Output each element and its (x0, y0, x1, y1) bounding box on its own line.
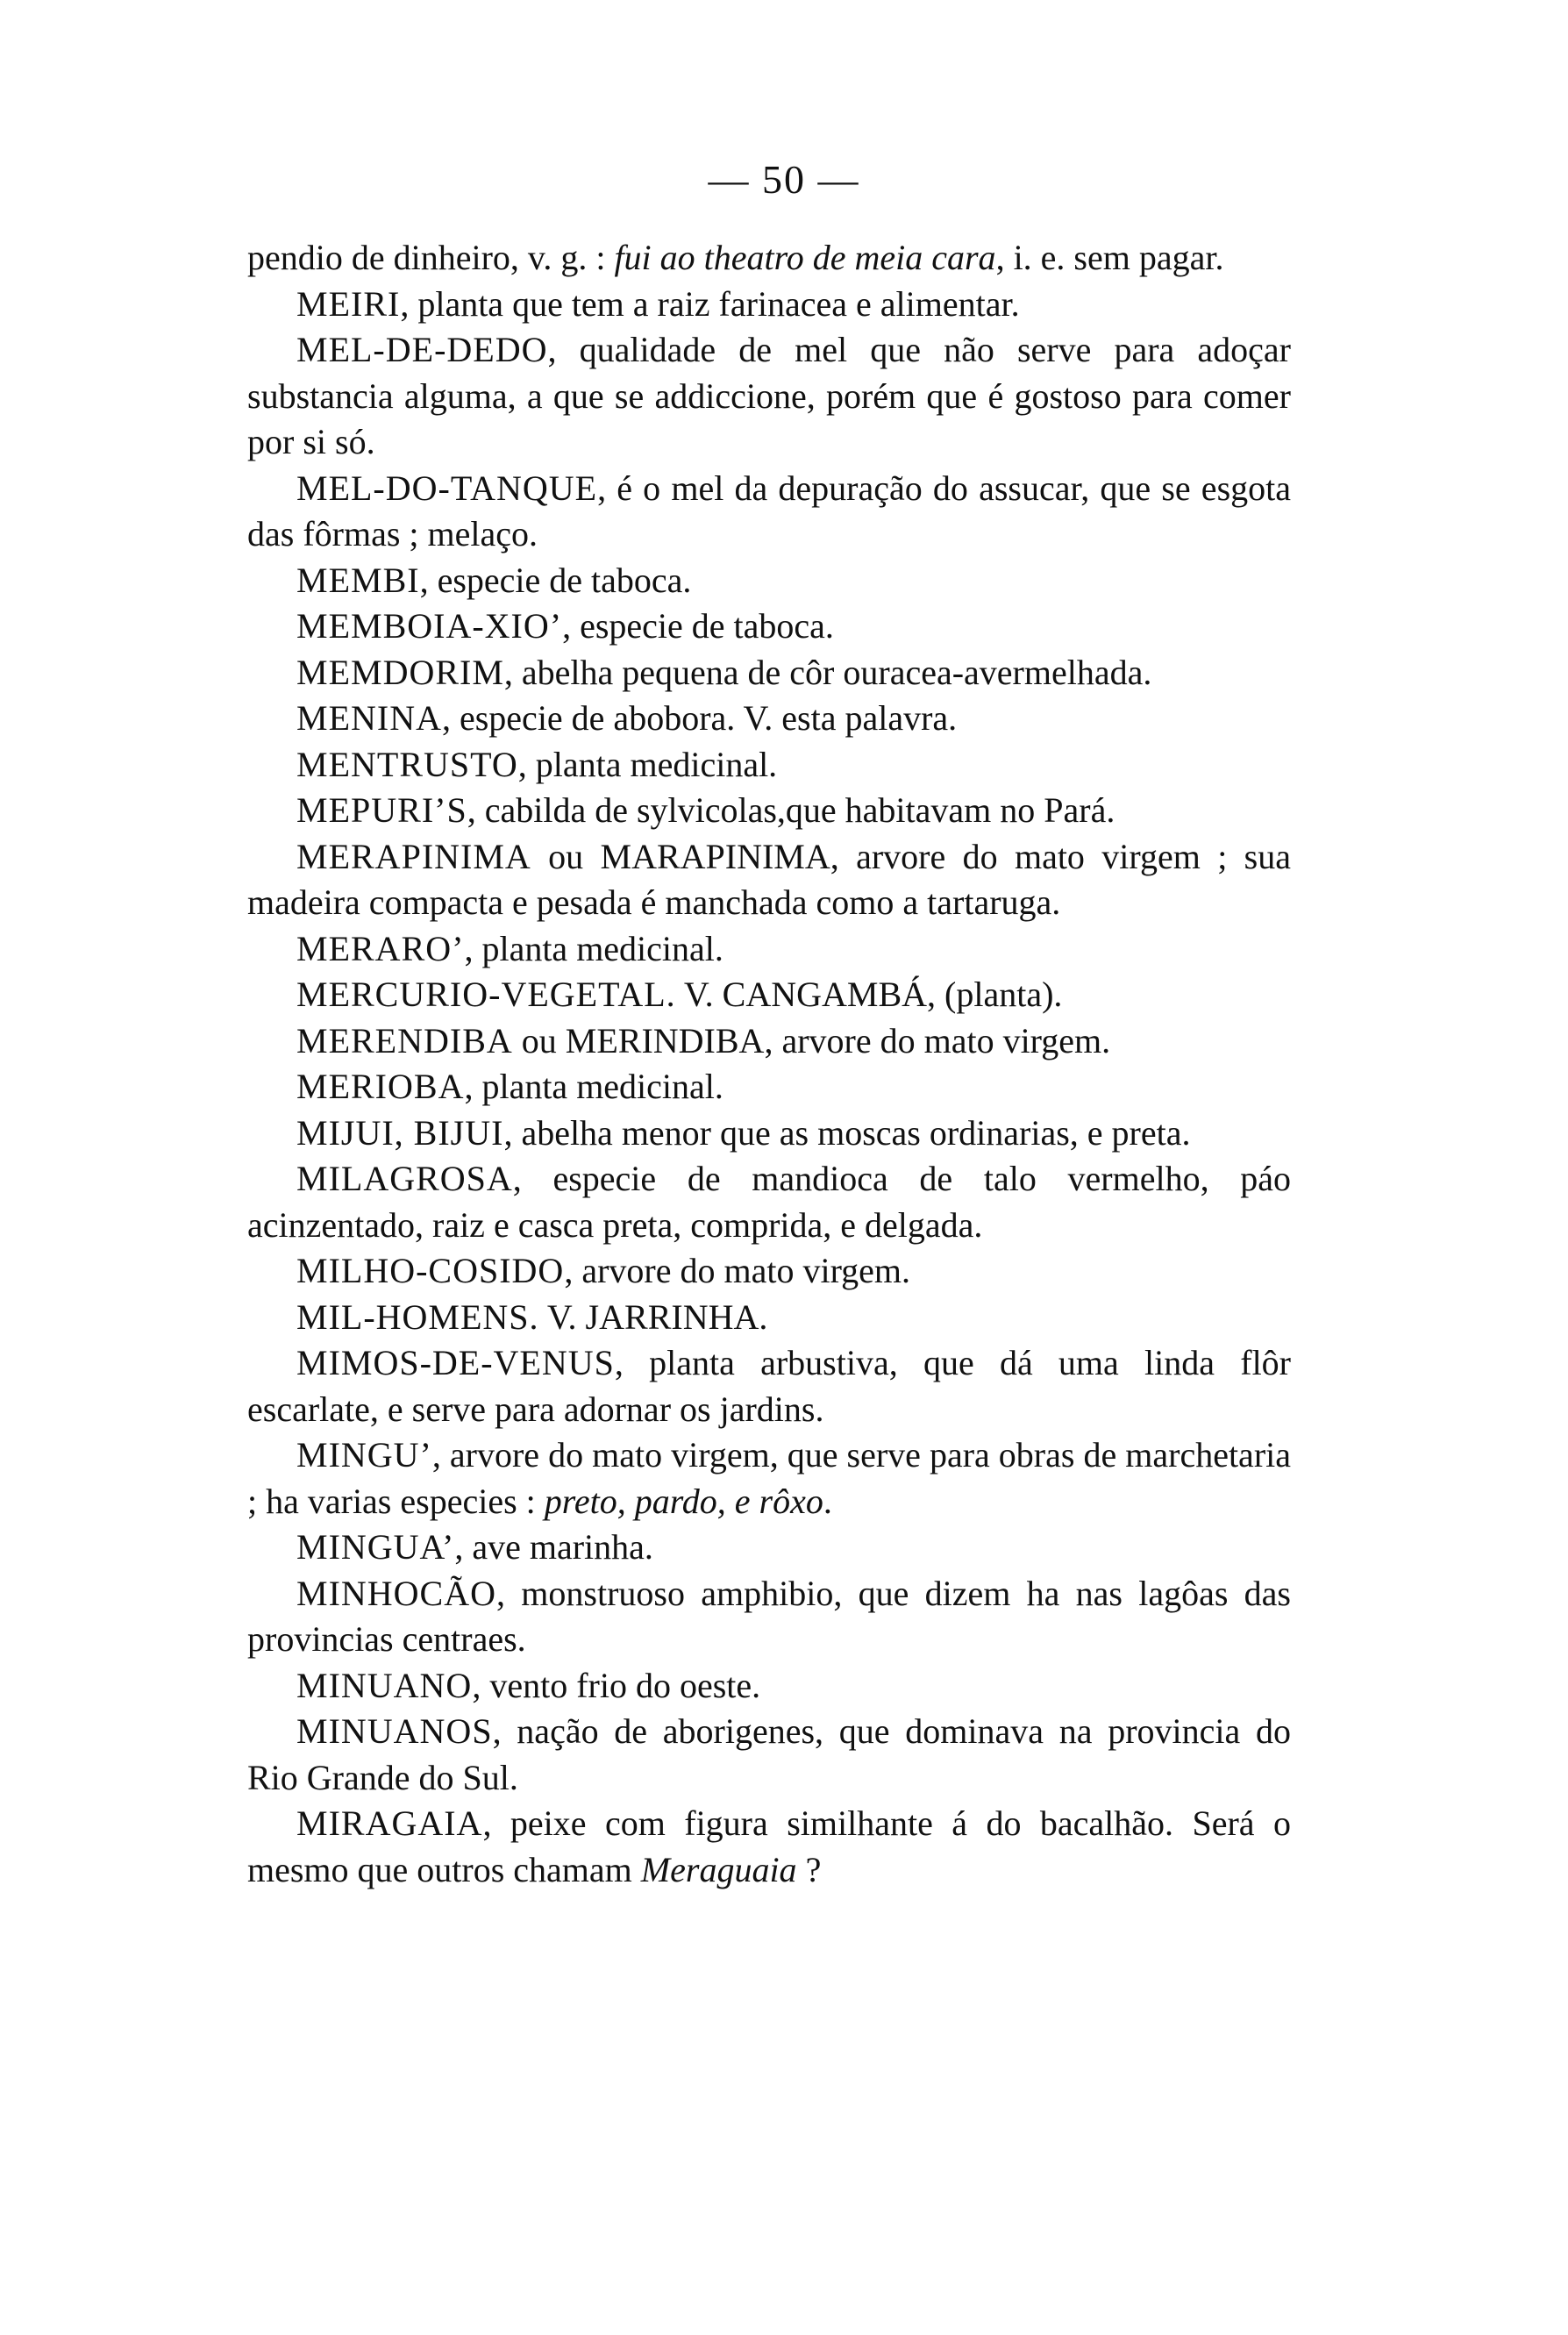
entry-text: V. JARRINHA. (538, 1296, 768, 1337)
entry-text: , arvore do mato virgem, que serve para obras de marchetaria ; ha varias especies : (247, 1435, 1291, 1521)
entry-headword: MERIOBA (296, 1067, 465, 1106)
continuation-paragraph (247, 235, 1291, 282)
entry-text: , planta que tem a raiz farinacea e alimentar. (400, 283, 1020, 324)
entry-mel-de-dedo (247, 327, 1291, 466)
entry-text: ou MERINDIBA, arvore do mato virgem. (512, 1020, 1111, 1060)
continuation-italic: fui ao theatro de meia cara (614, 238, 996, 277)
entry-mil-homens (247, 1295, 1291, 1341)
entry-headword: MEMBI (296, 560, 420, 600)
entry-mijui (247, 1110, 1291, 1157)
entry-headword: MIMOS-DE-VENUS (296, 1343, 615, 1382)
entry-text: , monstruoso amphibio, que dizem ha nas lagôas das provincias centraes. (247, 1573, 1291, 1659)
entry-mingua (247, 1525, 1291, 1571)
entry-text: , especie de mandioca de talo vermelho, páo acinzentado, raiz e casca preta, comprida, e delgada. (247, 1159, 1291, 1245)
entry-merapinima (247, 834, 1291, 926)
entry-text: , abelha pequena de côr ouracea-avermelhada. (503, 652, 1152, 692)
entry-minuano (247, 1663, 1291, 1710)
entry-meraro (247, 926, 1291, 973)
entry-mingu (247, 1432, 1291, 1525)
entry-headword: MENTRUSTO (296, 744, 518, 784)
entry-headword: MIL-HOMENS. (296, 1296, 539, 1337)
entry-text: , planta medicinal. (464, 928, 723, 968)
entry-headword: MINUANOS (296, 1711, 493, 1751)
entry-mercurio-vegetal (247, 972, 1291, 1018)
entry-italic: preto, pardo, e rôxo (544, 1481, 823, 1521)
entry-text: , especie de abobora. V. esta palavra. (441, 698, 958, 738)
entry-headword: MEMBOIA-XIO’ (296, 606, 563, 646)
entry-miragaia (247, 1801, 1291, 1893)
entry-text: , nação de aborigenes, que dominava na provincia do Rio Grande do Sul. (247, 1711, 1291, 1797)
continuation-after: , i. e. sem pagar. (995, 238, 1224, 277)
entry-text: , abelha menor que as moscas ordinarias, e preta. (503, 1112, 1191, 1153)
entry-milagrosa (247, 1156, 1291, 1248)
entry-headword: MEMDORIM (296, 652, 504, 692)
entry-mentrusto (247, 742, 1291, 789)
entry-text: , planta arbustiva, que dá uma linda flôr escarlate, e serve para adornar os jardins. (247, 1343, 1291, 1429)
entry-milho-cosido (247, 1248, 1291, 1295)
entry-tail: . (823, 1481, 832, 1521)
entry-merioba (247, 1064, 1291, 1110)
entry-mel-do-tanque (247, 466, 1291, 558)
entry-headword: MINGU’ (296, 1435, 432, 1475)
entry-headword: MEIRI (296, 283, 401, 324)
entry-text: , cabilda de sylvicolas,que habitavam no Pará. (467, 790, 1115, 830)
entry-headword: MEPURI’S (296, 790, 467, 830)
entry-headword: MERAPINIMA (296, 836, 531, 876)
entry-headword: MIRAGAIA (296, 1803, 483, 1843)
entry-text: , especie de taboca. (562, 606, 834, 646)
entry-text: , qualidade de mel que não serve para adoçar substancia alguma, a que se addiccione, porém que é gostoso para comer por si só. (247, 330, 1291, 461)
entry-text: , peixe com figura similhante á do bacalhão. Será o mesmo que outros chamam (247, 1803, 1291, 1889)
entry-headword: MINGUA’ (296, 1527, 455, 1567)
entry-headword: MILAGROSA (296, 1159, 513, 1198)
entry-mepuris (247, 788, 1291, 834)
entry-merendiba (247, 1018, 1291, 1065)
entry-headword: MILHO-COSIDO (296, 1251, 565, 1290)
entry-text: ou MARAPINIMA, arvore do mato virgem ; sua madeira compacta e pesada é manchada como a tartaruga. (247, 836, 1291, 922)
entry-text: , planta medicinal. (464, 1067, 723, 1106)
page-number: — 50 — (708, 157, 860, 202)
entry-italic: Meraguaia (640, 1849, 797, 1889)
entry-minhocao (247, 1571, 1291, 1663)
entry-memboia-xio (247, 603, 1291, 650)
entry-text: , vento frio do oeste. (472, 1665, 761, 1705)
entry-text: , ave marinha. (454, 1527, 653, 1567)
entry-text: , planta medicinal. (517, 744, 778, 784)
entry-headword: MINUANO (296, 1665, 473, 1705)
entry-headword: MERCURIO-VEGETAL. (296, 975, 676, 1014)
entry-headword: MERARO’ (296, 928, 465, 968)
entry-mimos-de-venus (247, 1340, 1291, 1432)
entry-headword: MEL-DE-DEDO (296, 330, 548, 369)
entry-headword: MENINA (296, 698, 442, 738)
entry-text: , arvore do mato virgem. (564, 1251, 911, 1290)
entry-menina (247, 696, 1291, 742)
dictionary-text (247, 235, 1291, 1893)
entry-text: , especie de taboca. (419, 560, 692, 600)
entry-memdorim (247, 650, 1291, 696)
entry-minuanos (247, 1709, 1291, 1801)
entry-headword: MIJUI, BIJUI (296, 1112, 504, 1153)
entry-membi (247, 558, 1291, 604)
continuation-before: pendio de dinheiro, v. g. : (247, 238, 615, 277)
entry-tail: ? (796, 1849, 822, 1889)
entry-headword: MERENDIBA (296, 1020, 513, 1060)
entry-meiri (247, 282, 1291, 328)
entry-headword: MINHOCÃO (296, 1573, 496, 1613)
entry-headword: MEL-DO-TANQUE (296, 468, 598, 508)
entry-text: V. CANGAMBÁ, (planta). (675, 975, 1063, 1014)
entry-text: , é o mel da depuração do assucar, que se esgota das fôrmas ; melaço. (247, 468, 1291, 553)
